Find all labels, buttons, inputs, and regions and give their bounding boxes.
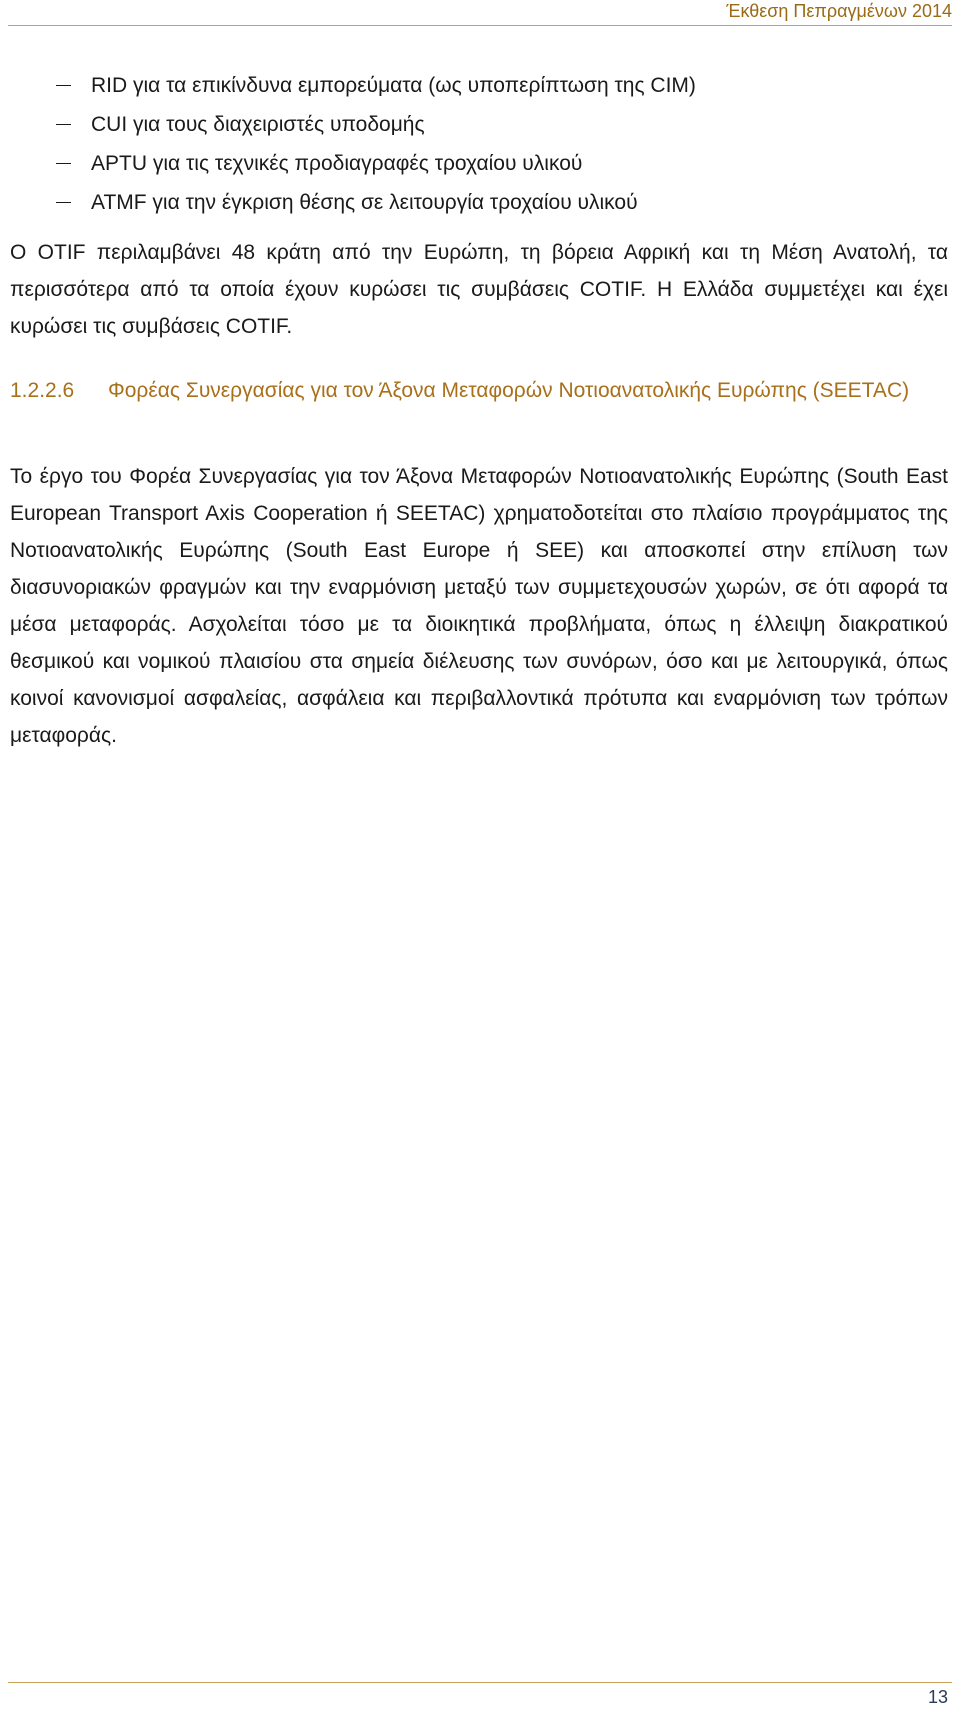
list-item xyxy=(0,146,960,185)
list-item xyxy=(0,185,960,224)
document-header-title: Έκθεση Πεπραγμένων 2014 xyxy=(726,1,952,21)
section-title: Φορέας Συνεργασίας για τον Άξονα Μεταφορών Νοτιοανατολικής Ευρώπης (SEETAC) xyxy=(108,379,910,402)
list-item xyxy=(0,68,960,107)
seetac-paragraph: Το έργο του Φορέα Συνεργασίας για τον Άξονα Μεταφορών Νοτιοανατολικής Ευρώπης (South East European Transport Axis Cooperation ή SEETAC) χρηματοδοτείται στο πλαίσιο προγράμματος της Νοτιοανατολικής Ευρώπης (South East Europe ή SEE) και αποσκοπεί στην επίλυση των διασυνοριακών φραγμών και την εναρμόνιση μεταξύ των συμμετεχουσών χωρών, σε ότι αφορά τα μέσα μεταφοράς. Ασχολείται τόσο με τα διοικητικά προβλήματα, όπως η έλλειψη διακρατικού θεσμικού και νομικού πλαισίου στα σημεία διέλευσης των συνόρων, όσο και με λειτουργικά, όπως κοινοί κανονισμοί ασφαλείας, ασφάλεια και περιβαλλοντικά πρότυπα και εναρμόνιση των τρόπων μεταφοράς. xyxy=(10,465,948,747)
section-number: 1.2.2.6 xyxy=(10,379,75,402)
header-divider xyxy=(8,25,952,26)
dash-bullet-icon xyxy=(56,202,71,203)
list-item-text: CUI για τους διαχειριστές υποδομής xyxy=(91,113,425,136)
list-item-text: RID για τα επικίνδυνα εμπορεύματα (ως υποπερίπτωση της CIM) xyxy=(91,74,696,97)
dash-bullet-icon xyxy=(56,124,71,125)
footer-divider xyxy=(8,1682,952,1683)
otif-paragraph: Ο OTIF περιλαμβάνει 48 κράτη από την Ευρώπη, τη βόρεια Αφρική και τη Μέση Ανατολή, τα περισσότερα από τα οποία έχουν κυρώσει τις συμβάσεις COTIF. Η Ελλάδα συμμετέχει και έχει κυρώσει τις συμβάσεις COTIF. xyxy=(10,241,948,338)
dash-bullet-icon xyxy=(56,85,71,86)
dash-bullet-icon xyxy=(56,163,71,164)
page-number: 13 xyxy=(927,1687,948,1707)
list-item-text: APTU για τις τεχνικές προδιαγραφές τροχαίου υλικού xyxy=(91,152,583,175)
list-item-text: ATMF για την έγκριση θέσης σε λειτουργία τροχαίου υλικού xyxy=(91,191,638,214)
bullet-list xyxy=(0,68,960,224)
list-item xyxy=(0,107,960,146)
